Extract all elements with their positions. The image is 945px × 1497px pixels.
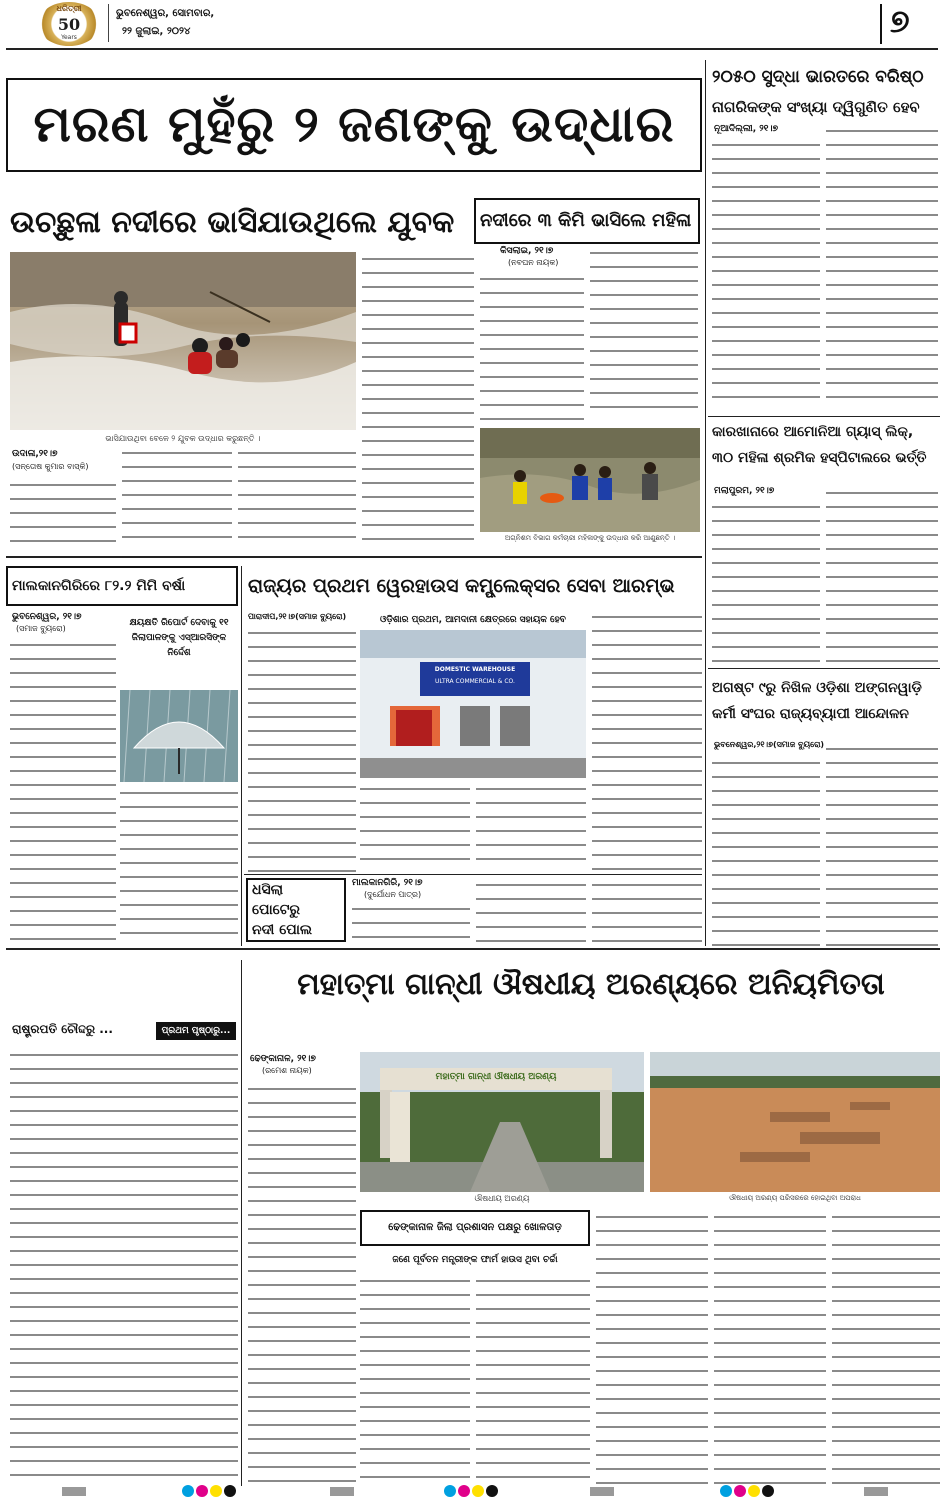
logo-years: 50 — [57, 15, 81, 34]
color-mark-black-2 — [486, 1485, 498, 1497]
warehouse-text-col4 — [592, 610, 702, 872]
color-mark-black-3 — [762, 1485, 774, 1497]
divider-rain-right — [241, 566, 242, 946]
lead-headline: ମରଣ ମୁହଁରୁ ୨ ଜଣଙ୍କୁ ଉଦ୍ଧାର — [33, 95, 675, 153]
lead-dateline2: କିସଲାଇ, ୨୧।୭ — [500, 246, 554, 256]
gandhi-photo1-caption: ଔଷଧୀୟ ଅରଣ୍ୟ — [474, 1194, 530, 1203]
gandhi-text-col3 — [476, 1274, 590, 1484]
divider-warehouse-bottom — [244, 874, 702, 875]
lead-sub2-box — [474, 198, 700, 244]
warehouse-illustration — [360, 610, 586, 778]
page-number-divider — [880, 4, 882, 44]
pole-box — [246, 878, 346, 942]
pole-box-line2: ପୋଟେରୁ — [252, 902, 301, 918]
gandhi-dateline: ଢେଙ୍କାନାଳ, ୨୧।୭ — [250, 1054, 316, 1064]
gandhi-ruins-photo — [650, 1052, 940, 1192]
right-top-text-col1 — [712, 138, 820, 410]
rain-box-title: କ୍ଷୟକ୍ଷତି ରିପୋର୍ଟ ଦେବାକୁ ୧୧ ଜିଲାପାଳଙ୍କୁ ଏସ୍‌ଆରସିଙ୍କ ନିର୍ଦ୍ଦେଶ — [129, 618, 229, 658]
right-top-text-col2 — [826, 124, 938, 410]
color-mark-magenta-2 — [458, 1485, 470, 1497]
column-title-box — [6, 1020, 238, 1044]
right-mid-dateline: ମଲାପୁରମ, ୨୧।୭ — [714, 486, 775, 496]
right-mid-text-col2 — [826, 486, 938, 666]
footer-gray-1 — [62, 1487, 86, 1496]
warehouse-photo-overlay: ଓଡ଼ିଶାର ପ୍ରଥମ, ଆମଦାନୀ କ୍ଷେତ୍ରରେ ସହାୟକ ହେବ — [360, 610, 586, 630]
warehouse-text-col2 — [360, 782, 470, 872]
firemen-rescue-illustration — [480, 428, 700, 532]
color-mark-yellow-2 — [472, 1485, 484, 1497]
masthead-divider — [108, 4, 109, 42]
logo-text: ଧରିତ୍ରୀ — [56, 4, 82, 13]
right-top-headline2: ନାଗରିକଙ୍କ ସଂଖ୍ୟା ଦ୍ୱିଗୁଣିତ ହେବ — [712, 98, 920, 116]
rain-headline: ମାଲକାନଗିରିରେ ୮୨.୨ ମିମି ବର୍ଷା — [12, 578, 186, 594]
location-date-line1: ଭୁବନେଶ୍ୱର, ସୋମବାର, — [116, 8, 215, 19]
gandhi-arch-text: ମହାତ୍ମା ଗାନ୍ଧୀ ଔଷଧୀୟ ଅରଣ୍ୟ — [435, 1072, 557, 1082]
warehouse-photo — [360, 610, 586, 778]
ruins-illustration — [650, 1052, 940, 1192]
rain-byline: (ସମାଜ ବ୍ୟୁରୋ) — [16, 624, 66, 633]
lead-text-col1 — [10, 478, 116, 548]
warehouse-sign-line2: ULTRA COMMERCIAL & CO. — [435, 678, 515, 685]
lead-text-col3 — [238, 446, 356, 548]
right-low-headline1: ଅଗଷ୍ଟ ୯ରୁ ନିଖିଳ ଓଡ଼ିଶା ଅଙ୍ଗନୱାଡ଼ି — [712, 680, 922, 696]
page-number: ୭ — [890, 2, 910, 40]
column-text — [10, 1048, 238, 1484]
lead-photo-firemen — [480, 428, 700, 532]
gandhi-arch-photo — [360, 1052, 644, 1192]
color-mark-yellow-3 — [748, 1485, 760, 1497]
gandhi-text-col5 — [714, 1210, 826, 1484]
right-low-text-col1 — [712, 756, 820, 946]
gandhi-sub-box-text: ଢେଙ୍କାନାଳ ଜିଲା ପ୍ରଶାସନ ପକ୍ଷରୁ ଖୋଳତାଡ଼ — [388, 1222, 562, 1233]
lead-sub2: ନଦୀରେ ୩ କିମି ଭାସିଲେ ମହିଳା — [480, 210, 692, 231]
gandhi-byline: (ରମେଶ ନାୟକ) — [262, 1066, 312, 1075]
warehouse-sign-line1: DOMESTIC WAREHOUSE — [434, 666, 516, 673]
warehouse-text-col1 — [248, 626, 356, 872]
color-mark-cyan-1 — [182, 1485, 194, 1497]
column-title: ରାଷ୍ଟ୍ରପତି ଚୌଦ୍ଦରୁ ... — [12, 1022, 113, 1036]
footer-gray-4 — [864, 1487, 888, 1496]
pole-dateline: ମାଲକାନଗିରି, ୨୧।୭ — [352, 878, 423, 888]
rain-dateline: ଭୁବନେଶ୍ୱର, ୨୧।୭ — [12, 612, 82, 622]
rain-umbrella-photo — [120, 690, 238, 782]
masthead — [0, 0, 945, 50]
gandhi-sub-box — [360, 1210, 590, 1246]
lead-headline-border — [6, 78, 702, 172]
gandhi-photo2-caption: ଔଷଧୀୟ ଅରଣ୍ୟ ପରିସରରେ ହୋଇଥିବା ଅପରାଧ — [729, 1194, 861, 1202]
lead-text-col2 — [122, 446, 232, 548]
pole-text-col1 — [352, 902, 470, 944]
warehouse-text-col3 — [476, 782, 586, 872]
color-mark-black-1 — [224, 1485, 236, 1497]
color-mark-yellow-1 — [210, 1485, 222, 1497]
right-low-dateline: ଭୁବନେଶ୍ୱର,୨୧।୭(ସମାଜ ବ୍ୟୁରୋ) — [714, 740, 825, 749]
gandhi-headline: ମହାତ୍ମା ଗାନ୍ଧୀ ଔଷଧୀୟ ଅରଣ୍ୟରେ ଅନିୟମିତତା — [297, 967, 885, 1002]
lead-text-col4 — [362, 252, 474, 548]
column-tag: ପ୍ରଥମ ପୃଷ୍ଠାରୁ... — [156, 1022, 236, 1040]
rain-text-col1 — [10, 638, 116, 944]
logo — [38, 2, 100, 46]
gandhi-sub-box2-text: ଜଣେ ପୂର୍ବତନ ମନ୍ତ୍ରୀଙ୍କ ଫାର୍ମ ହାଉସ ଥିବା ଚର୍ଚ୍ଚା — [392, 1255, 558, 1265]
lead-byline2: (ନବଘନ ନାୟକ) — [508, 258, 559, 267]
gandhi-text-col2 — [360, 1274, 470, 1484]
divider-right-top — [708, 416, 940, 417]
river-rescue-illustration — [10, 252, 356, 430]
pole-box-line1: ଧସିଲା — [252, 882, 284, 898]
right-mid-text-col1 — [712, 500, 820, 666]
color-mark-magenta-3 — [734, 1485, 746, 1497]
color-mark-cyan-3 — [720, 1485, 732, 1497]
right-mid-headline2: ୩୦ ମହିଳା ଶ୍ରମିକ ହସ୍ପିଟାଲରେ ଭର୍ତ୍ତି — [712, 450, 927, 466]
gandhi-text-col4 — [596, 1210, 708, 1484]
warehouse-headline: ରାଜ୍ୟର ପ୍ରଥମ ୱେରହାଉସ କମ୍ପ୍ଲେକ୍ସର ସେବା ଆରମ୍ଭ — [248, 575, 675, 597]
warehouse-dateline: ପାରାଦୀପ,୨୧।୭(ସମାଜ ବ୍ୟୁରୋ) — [248, 612, 347, 621]
lead-sub1: ଉଚ୍ଛୁଳା ନଦୀରେ ଭାସିଯାଉଥିଲେ ଯୁବକ — [10, 205, 455, 240]
masthead-rule — [6, 48, 938, 50]
pole-text-col3 — [592, 878, 702, 944]
color-mark-magenta-1 — [196, 1485, 208, 1497]
pole-text-col2 — [476, 878, 586, 944]
divider-mid-page — [6, 948, 940, 950]
color-mark-cyan-2 — [444, 1485, 456, 1497]
logo-sub: Years — [61, 34, 77, 41]
right-top-dateline: ନୂଆଦିଲ୍ଲୀ, ୨୧।୭ — [714, 124, 779, 134]
rain-text-col2 — [120, 786, 238, 944]
lead2-text-col2 — [590, 246, 698, 420]
rain-headline-box — [6, 566, 238, 606]
rain-box — [120, 614, 238, 690]
pole-byline: (ଦୁର୍ଯୋଧନ ପାତ୍ର) — [364, 890, 422, 899]
right-mid-headline1: କାରଖାନାରେ ଆମୋନିଆ ଗ୍ୟାସ୍ ଲିକ୍, — [712, 424, 914, 440]
lead-photo2-caption: ଅଗ୍ନିଶମ ବିଭାଗ କର୍ମଚାରୀ ମହିଳାଙ୍କୁ ଉଦ୍ଧାର କରି ଆଣୁଛନ୍ତି । — [504, 534, 676, 542]
lead-photo1-caption: ଭାସିଯାଉଥିବା ବେଳେ ୨ ଯୁବକ ଉଦ୍ଧାର କରୁଛନ୍ତି । — [105, 434, 261, 443]
divider-lead-right — [705, 60, 706, 946]
footer-gray-2 — [330, 1487, 354, 1496]
lead-photo-river — [10, 252, 356, 430]
right-low-text-col2 — [826, 742, 938, 946]
lead-dateline1: ଉଦାଳା,୨୧।୭ — [12, 449, 58, 459]
pole-box-line3: ନଦୀ ପୋଲ — [252, 922, 313, 938]
umbrella-illustration — [120, 690, 238, 782]
divider-column-right — [241, 960, 242, 1486]
right-top-headline1: ୨୦୫୦ ସୁଦ୍ଧା ଭାରତରେ ବରିଷ୍ଠ — [712, 67, 924, 87]
footer-gray-3 — [590, 1487, 614, 1496]
right-low-headline2: କର୍ମୀ ସଂଘର ରାଜ୍ୟବ୍ୟାପୀ ଆନ୍ଦୋଳନ — [712, 706, 909, 722]
gandhi-sub-box2 — [360, 1250, 590, 1270]
gandhi-text-col1 — [248, 1082, 356, 1484]
gandhi-text-col6 — [832, 1210, 940, 1484]
lead2-text-col1 — [480, 272, 584, 420]
location-date-line2: ୨୨ ଜୁଲାଇ, ୨୦୨୪ — [122, 26, 191, 37]
divider-right-mid — [708, 668, 940, 669]
lead-byline1: (ସନ୍ତୋଷ କୁମାର ବାସ୍କି) — [12, 462, 89, 471]
divider-lead-bottom — [6, 556, 702, 558]
